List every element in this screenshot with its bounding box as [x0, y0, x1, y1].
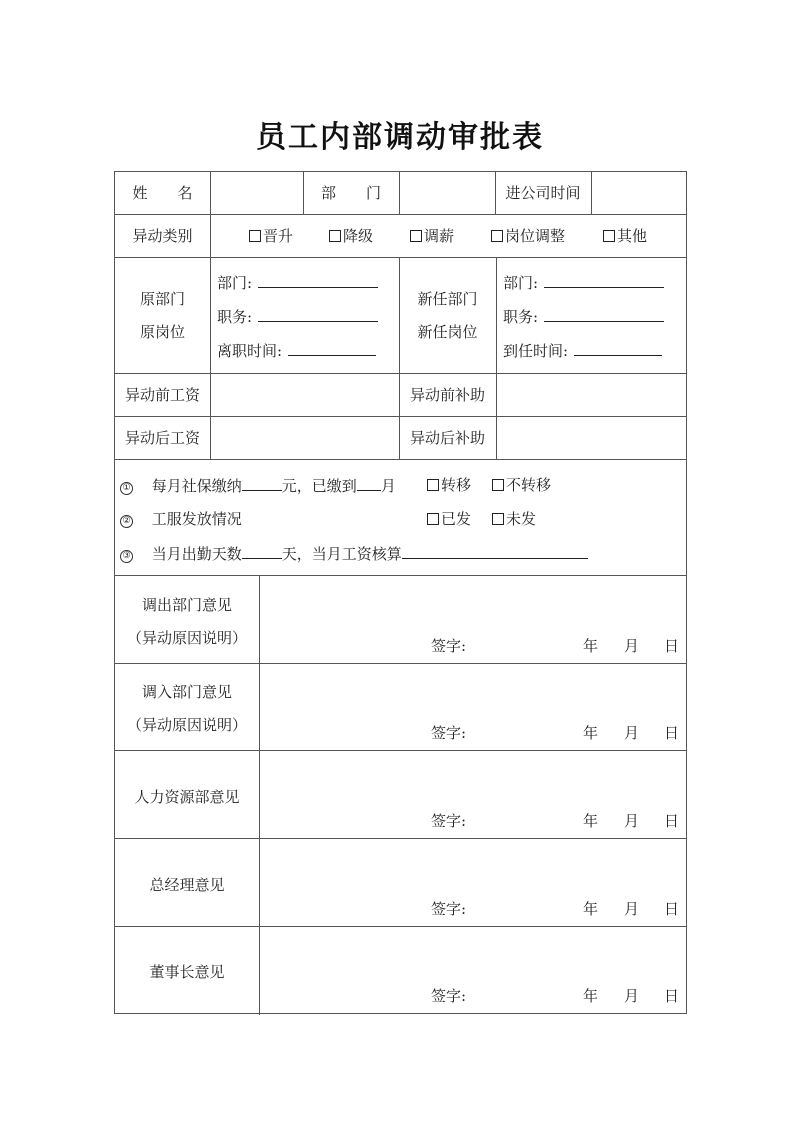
orig-dept-field[interactable] — [217, 273, 378, 292]
option-label: 已发 — [441, 510, 472, 528]
option-label: 不转移 — [506, 476, 552, 494]
sign-day: 日 — [664, 900, 680, 918]
item-text: 每月社保缴纳 — [151, 477, 242, 495]
col-divider — [591, 172, 592, 214]
checkbox[interactable] — [492, 479, 504, 491]
option-label: 转移 — [441, 476, 472, 494]
blank-line[interactable] — [402, 544, 588, 559]
sign-label: 签字: — [431, 724, 467, 742]
dept-label: 部 门 — [320, 184, 381, 202]
col-divider — [210, 257, 211, 459]
sign-label: 签字: — [431, 812, 467, 830]
leave-date-field[interactable] — [217, 341, 376, 360]
approval-form — [114, 171, 687, 1014]
sign-month: 月 — [624, 637, 640, 655]
item-text: 月 — [380, 477, 396, 495]
sign-month: 月 — [624, 812, 640, 830]
checkbox[interactable] — [249, 230, 261, 242]
option-demotion[interactable] — [329, 227, 373, 245]
blank-line[interactable] — [258, 273, 378, 288]
orig-duty-field[interactable] — [217, 307, 378, 326]
option-label: 其他 — [617, 227, 648, 245]
join-date-label: 进公司时间 — [505, 184, 581, 202]
item-text: 当月出勤天数 — [151, 545, 242, 563]
checkbox[interactable] — [492, 513, 504, 525]
sign-year: 年 — [583, 812, 599, 830]
checkbox[interactable] — [427, 513, 439, 525]
option-promotion[interactable] — [249, 227, 293, 245]
row-divider — [115, 575, 686, 576]
option-transfer[interactable] — [427, 476, 471, 494]
transfer-type-label: 异动类别 — [132, 227, 193, 245]
sign-month: 月 — [624, 900, 640, 918]
salary-after-label: 异动后工资 — [124, 429, 200, 447]
item-social-security — [120, 476, 396, 495]
option-position-adjust[interactable] — [491, 227, 565, 245]
field-label: 职务: — [217, 308, 253, 326]
sign-year: 年 — [583, 900, 599, 918]
row-divider — [115, 459, 686, 460]
sign-day: 日 — [664, 724, 680, 742]
new-duty-field[interactable] — [503, 307, 664, 326]
circled-number: ① — [120, 482, 133, 495]
blank-line[interactable] — [288, 341, 376, 356]
option-label: 岗位调整 — [505, 227, 566, 245]
start-date-field[interactable] — [503, 341, 662, 360]
checkbox[interactable] — [410, 230, 422, 242]
sign-label: 签字: — [431, 637, 467, 655]
new-dept-label: 新任部门 — [417, 290, 478, 308]
orig-position-label: 原岗位 — [139, 323, 185, 341]
sign-year: 年 — [583, 987, 599, 1005]
sign-day: 日 — [664, 637, 680, 655]
field-label: 部门: — [217, 274, 253, 292]
option-label: 未发 — [506, 510, 537, 528]
sign-year: 年 — [583, 637, 599, 655]
row-divider — [115, 257, 686, 258]
approval-in-dept-label: 调入部门意见 — [141, 683, 232, 701]
blank-line[interactable] — [258, 307, 378, 322]
approval-gm-label: 总经理意见 — [149, 876, 225, 894]
new-dept-field[interactable] — [503, 273, 664, 292]
option-label: 降级 — [343, 227, 374, 245]
salary-before-label: 异动前工资 — [124, 386, 200, 404]
field-label: 到任时间: — [503, 342, 569, 360]
row-divider — [115, 416, 686, 417]
option-label: 晋升 — [263, 227, 294, 245]
approval-chairman-label: 董事长意见 — [149, 963, 225, 981]
orig-dept-label: 原部门 — [139, 290, 185, 308]
sign-month: 月 — [624, 987, 640, 1005]
col-divider — [496, 257, 497, 459]
checkbox[interactable] — [491, 230, 503, 242]
sign-label: 签字: — [431, 900, 467, 918]
option-issued[interactable] — [427, 510, 471, 528]
approval-hr-label: 人力资源部意见 — [134, 788, 240, 806]
col-divider — [399, 172, 400, 214]
checkbox[interactable] — [329, 230, 341, 242]
sign-label: 签字: — [431, 987, 467, 1005]
form-title: 员工内部调动审批表 — [256, 120, 544, 155]
checkbox[interactable] — [603, 230, 615, 242]
row-divider — [115, 373, 686, 374]
approval-out-dept-label: 调出部门意见 — [141, 596, 232, 614]
row-divider — [115, 750, 686, 751]
row-divider — [115, 838, 686, 839]
sign-month: 月 — [624, 724, 640, 742]
approval-in-dept-note: （异动原因说明） — [126, 716, 247, 734]
item-text: 天，当月工资核算 — [281, 545, 402, 563]
blank-line[interactable] — [544, 307, 664, 322]
field-label: 离职时间: — [217, 342, 283, 360]
sign-day: 日 — [664, 812, 680, 830]
field-label: 部门: — [503, 274, 539, 292]
item-uniform — [120, 510, 242, 528]
sign-year: 年 — [583, 724, 599, 742]
option-salary-adjust[interactable] — [410, 227, 454, 245]
blank-line[interactable] — [242, 476, 282, 491]
item-text: 元，已缴到 — [281, 477, 357, 495]
checkbox[interactable] — [427, 479, 439, 491]
option-no-transfer[interactable] — [492, 476, 551, 494]
blank-line[interactable] — [242, 544, 282, 559]
option-label: 调薪 — [424, 227, 455, 245]
item-attendance — [120, 544, 588, 563]
row-divider — [115, 214, 686, 215]
approval-out-dept-note: （异动原因说明） — [126, 629, 247, 647]
col-divider — [259, 575, 260, 1015]
blank-line[interactable] — [544, 273, 664, 288]
option-not-issued[interactable] — [492, 510, 536, 528]
row-divider — [115, 663, 686, 664]
option-other[interactable] — [603, 227, 647, 245]
subsidy-before-label: 异动前补助 — [409, 386, 485, 404]
name-label: 姓 名 — [132, 184, 193, 202]
new-position-label: 新任岗位 — [417, 323, 478, 341]
circled-number: ③ — [120, 550, 133, 563]
circled-number: ② — [120, 515, 133, 528]
blank-line[interactable] — [357, 476, 381, 491]
sign-day: 日 — [664, 987, 680, 1005]
blank-line[interactable] — [574, 341, 662, 356]
subsidy-after-label: 异动后补助 — [409, 429, 485, 447]
row-divider — [115, 926, 686, 927]
field-label: 职务: — [503, 308, 539, 326]
col-divider — [210, 172, 211, 257]
item-text: 工服发放情况 — [151, 510, 242, 528]
